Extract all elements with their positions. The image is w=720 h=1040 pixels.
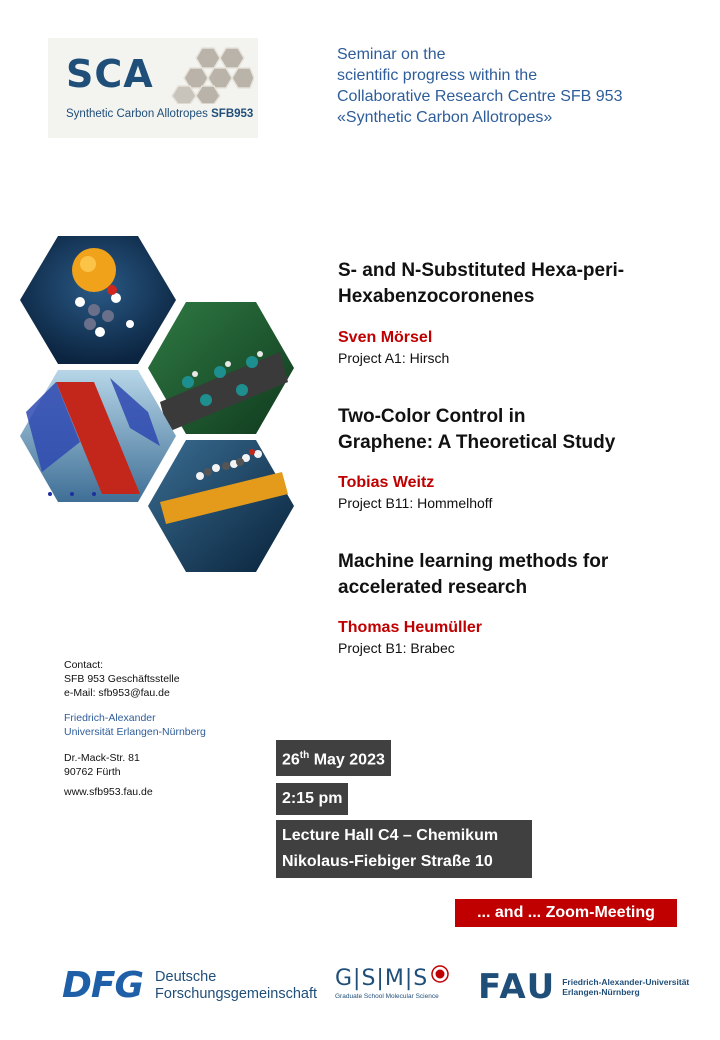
time-box: 2:15 pm bbox=[276, 783, 348, 815]
address-block bbox=[64, 751, 140, 779]
fau-text bbox=[562, 977, 689, 997]
fau-line: Erlangen-Nürnberg bbox=[562, 987, 640, 997]
speaker-project: Project B11: Hommelhoff bbox=[338, 495, 493, 511]
dfg-line: Deutsche bbox=[155, 968, 217, 985]
nanotube-hexagon bbox=[148, 440, 294, 572]
zoom-meeting-badge: ... and ... Zoom-Meeting bbox=[455, 899, 677, 927]
university-line: Universität Erlangen-Nürnberg bbox=[64, 726, 206, 738]
university-name bbox=[64, 711, 206, 739]
seminar-line: «Synthetic Carbon Allotropes» bbox=[337, 109, 553, 126]
website-link[interactable]: www.sfb953.fau.de bbox=[64, 786, 153, 798]
university-line: Friedrich-Alexander bbox=[64, 712, 156, 724]
talk-title-line: S- and N-Substituted Hexa-peri- bbox=[338, 260, 625, 281]
date-day: 26 bbox=[282, 751, 300, 769]
seminar-header bbox=[337, 44, 622, 128]
dfg-logo bbox=[62, 965, 317, 1006]
seminar-line: Seminar on the bbox=[337, 46, 446, 63]
dfg-mark: DFG bbox=[62, 965, 144, 1006]
contact-email[interactable]: e-Mail: sfb953@fau.de bbox=[64, 687, 170, 699]
talk-title-line: Graphene: A Theoretical Study bbox=[338, 432, 616, 453]
speaker-name: Sven Mörsel bbox=[338, 329, 433, 346]
sca-subtitle-sfb: SFB953 bbox=[211, 108, 254, 120]
dfg-text bbox=[155, 969, 317, 1003]
seminar-line: scientific progress within the bbox=[337, 67, 538, 84]
venue-line: Nikolaus-Fiebiger Straße 10 bbox=[282, 853, 493, 870]
fau-line: Friedrich-Alexander-Universität bbox=[562, 977, 690, 987]
talk-title bbox=[338, 549, 608, 601]
date-month-year: May 2023 bbox=[309, 751, 385, 769]
hexagon-image-collage bbox=[20, 232, 300, 577]
contact-block bbox=[64, 658, 180, 700]
lattice-hexagon bbox=[20, 370, 176, 502]
sca-subtitle-text: Synthetic Carbon Allotropes bbox=[66, 108, 208, 120]
address-street: Dr.-Mack-Str. 81 bbox=[64, 752, 140, 764]
talk-title-line: accelerated research bbox=[338, 577, 528, 598]
seminar-line: Collaborative Research Centre SFB 953 bbox=[337, 88, 623, 105]
fullerene-hexagon bbox=[20, 236, 176, 364]
speaker-name: Tobias Weitz bbox=[338, 474, 435, 491]
gsms-subtitle: Graduate School Molecular Science bbox=[335, 993, 439, 1000]
molecule-dot-icon bbox=[431, 965, 449, 983]
talk-title-line: Machine learning methods for bbox=[338, 551, 609, 572]
sca-logo bbox=[48, 38, 258, 138]
fau-mark: FAU bbox=[478, 967, 557, 1007]
speaker-project: Project A1: Hirsch bbox=[338, 350, 450, 366]
venue-line: Lecture Hall C4 – Chemikum bbox=[282, 827, 499, 844]
sca-logo-letters: SCA bbox=[66, 52, 154, 96]
speaker-project: Project B1: Brabec bbox=[338, 640, 455, 656]
dfg-line: Forschungsgemeinschaft bbox=[155, 985, 318, 1002]
venue-box bbox=[276, 820, 532, 878]
speaker-name: Thomas Heumüller bbox=[338, 619, 483, 636]
contact-label: Contact: bbox=[64, 659, 104, 671]
talk-title-line: Two-Color Control in bbox=[338, 406, 526, 427]
contact-office: SFB 953 Geschäftsstelle bbox=[64, 673, 180, 685]
sca-logo-subtitle bbox=[66, 108, 253, 120]
date-suffix: th bbox=[299, 750, 310, 761]
gsms-logo bbox=[335, 966, 449, 1000]
hexagon-cluster-icon bbox=[170, 46, 254, 104]
date-box bbox=[276, 740, 391, 776]
talk-title-line: Hexabenzocoronenes bbox=[338, 286, 535, 307]
address-city: 90762 Fürth bbox=[64, 766, 121, 778]
fau-logo bbox=[478, 967, 689, 1007]
talk-title bbox=[338, 258, 624, 310]
gsms-mark: G|S|M|S bbox=[335, 966, 429, 991]
talk-title bbox=[338, 404, 615, 456]
graphene-hexagon bbox=[148, 302, 294, 434]
